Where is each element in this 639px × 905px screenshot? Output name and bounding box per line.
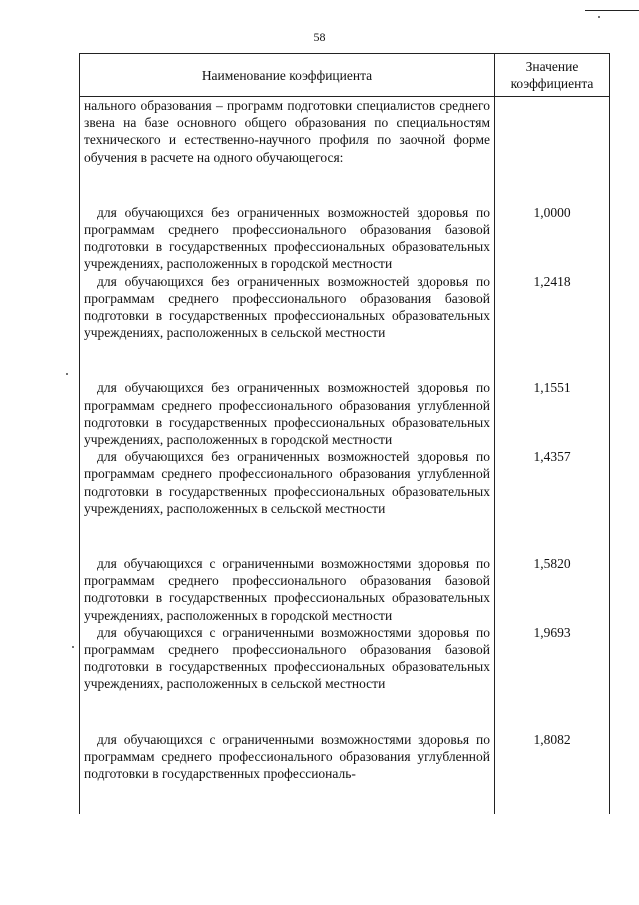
row-value: 1,2418 <box>495 273 610 342</box>
row-description: для обучающихся без ограниченных возможностей здоровья по программам среднего профессионального образования углубленной подготовки в государственных профессиональных образовательных учреждениях, расположенных в сельской местности <box>84 449 490 516</box>
row-value: 1,4357 <box>495 448 610 517</box>
scan-speck <box>72 646 74 648</box>
row-value: 1,9693 <box>495 624 610 693</box>
scan-corner-mark <box>585 0 639 11</box>
row-description: для обучающихся без ограниченных возможностей здоровья по программам среднего профессионального образования базовой подготовки в государственных профессиональных образовательных учреждениях, расположенных в сельской местности <box>84 273 490 341</box>
table-row <box>80 555 610 624</box>
row-description: для обучающихся с ограниченными возможностями здоровья по программам среднего профессионального образования углубленной подготовки в государственных профессиональ- <box>84 731 490 782</box>
row-value: 1,0000 <box>495 204 610 273</box>
table-row <box>80 731 610 783</box>
row-value: 1,1551 <box>495 379 610 448</box>
header-coefficient-value <box>495 54 610 97</box>
row-description: для обучающихся с ограниченными возможностями здоровья по программам среднего профессионального образования базовой подготовки в государственных профессиональных образовательных учреждениях, расположенных в сельской местности <box>84 624 490 692</box>
scan-speck <box>598 16 600 18</box>
coefficient-table <box>79 53 610 814</box>
table-row <box>80 204 610 273</box>
page-number: 58 <box>313 30 326 44</box>
table-row <box>80 448 610 517</box>
table-row <box>80 624 610 693</box>
table-row <box>80 379 610 448</box>
table-row <box>80 273 610 342</box>
row-value: 1,5820 <box>495 555 610 624</box>
row-value: 1,8082 <box>495 731 610 783</box>
scan-speck <box>66 373 68 375</box>
intro-text: нального образования – программ подготовки специалистов среднего звена на базе основного общего образования по специальностям технического и естественно-научного профиля по заочной форме обучения в расчете на одного обучающегося: <box>80 97 495 166</box>
table-header-row <box>80 54 610 97</box>
header-value-line2: коэффициента <box>510 76 594 91</box>
header-coefficient-name: Наименование коэффициента <box>80 54 495 97</box>
row-description: для обучающихся без ограниченных возможностей здоровья по программам среднего профессионального образования базовой подготовки в государственных профессиональных образовательных учреждениях, расположенных в городской местности <box>84 204 490 272</box>
row-description: для обучающихся с ограниченными возможностями здоровья по программам среднего профессионального образования базовой подготовки в государственных профессиональных образовательных учреждениях, расположенных в городской местности <box>84 556 490 623</box>
header-value-line1: Значение <box>525 59 579 74</box>
row-description: для обучающихся без ограниченных возможностей здоровья по программам среднего профессионального образования углубленной подготовки в государственных профессиональных образовательных учреждениях, расположенных в городской местности <box>84 380 490 448</box>
intro-row <box>80 97 610 166</box>
